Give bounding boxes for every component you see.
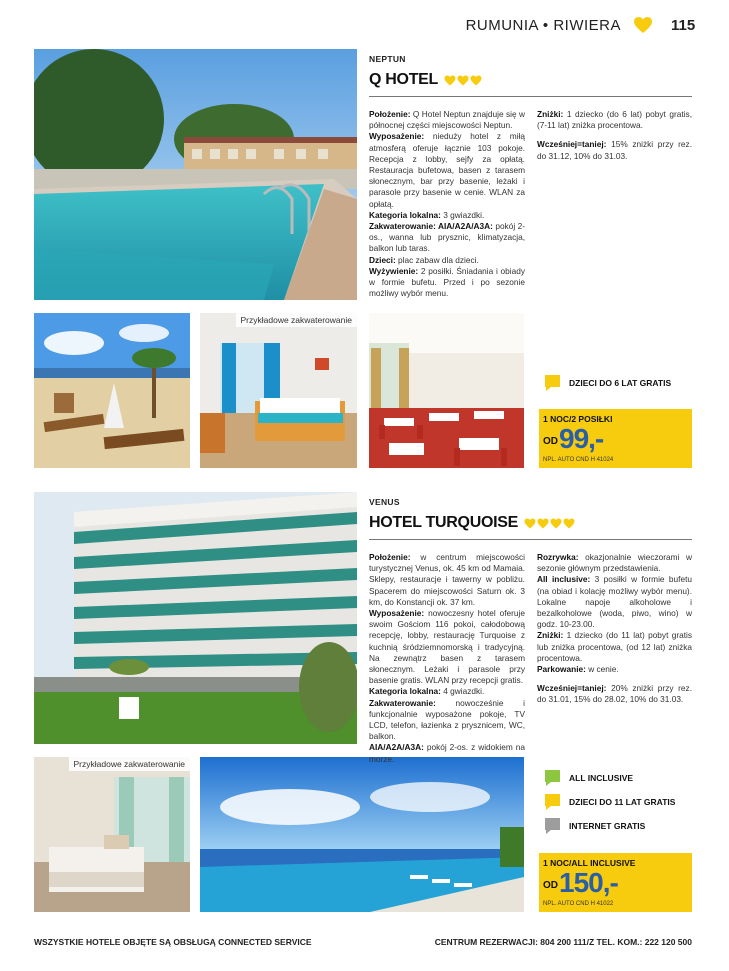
text-rozrywka: okazjonalnie wieczorami w sezonie głównym przedstawienia. bbox=[537, 552, 692, 574]
hotel1-description-col1 bbox=[369, 109, 525, 299]
label-zakwaterowanie: Zakwaterowanie: bbox=[369, 697, 436, 708]
hotel2-price-code: NPL. AUTO CND H 41022 bbox=[543, 901, 614, 907]
rating-heart-icon bbox=[550, 518, 562, 529]
hotel2-price: 150,- bbox=[559, 867, 618, 898]
speech-bubble-yellow-icon bbox=[544, 793, 561, 811]
hotel2-sample-room-tag: Przykładowe zakwaterowanie bbox=[69, 757, 191, 771]
label-wczesniej: Wcześniej=taniej: bbox=[537, 683, 607, 694]
hotel1-rating-hearts bbox=[444, 75, 482, 86]
hotel1-price-label: 1 NOC/2 POSIŁKI bbox=[543, 414, 613, 424]
rating-heart-icon bbox=[563, 518, 575, 529]
label-znizki: Zniżki: bbox=[537, 630, 564, 641]
hotel1-badge-kids bbox=[544, 374, 671, 392]
rating-heart-icon bbox=[457, 75, 469, 86]
label-rozrywka: Rozrywka: bbox=[537, 552, 579, 562]
hotel1-price: 99,- bbox=[559, 423, 604, 454]
rating-heart-icon bbox=[444, 75, 456, 86]
hotel2-description-col1 bbox=[369, 552, 525, 765]
speech-bubble-green-icon bbox=[544, 769, 561, 787]
hotel1-sample-room-tag: Przykładowe zakwaterowanie bbox=[236, 313, 358, 327]
text-wczesniej: 15% zniżki przy rez. do 31.12, 10% do 31.03. bbox=[537, 139, 692, 161]
label-kategoria: Kategoria lokalna: bbox=[369, 209, 441, 220]
heart-logo-icon bbox=[633, 16, 653, 34]
text-polozenie: Q Hotel Neptun znajduje się w północnej części miejscowości Neptun. bbox=[369, 109, 525, 131]
hotel1-price-od: OD bbox=[543, 436, 558, 447]
hotel1-pool-photo bbox=[34, 49, 357, 300]
rating-heart-icon bbox=[524, 518, 536, 529]
hotel1-description-col2 bbox=[537, 109, 692, 162]
footer-connected-service: WSZYSTKIE HOTELE OBJĘTE SĄ OBSŁUGĄ CONNECTED SERVICE bbox=[34, 937, 312, 947]
text-zakwaterowanie: pokój 2-os., wanna lub prysznic, klimatyzacja, balkon lub taras. bbox=[369, 221, 525, 254]
text-znizki: 1 dziecko (do 11 lat) pobyt gratis lub zniżka procentowa, (od 12 lat) zniżka procentowa. bbox=[537, 630, 692, 663]
label-wyposazenie: Wyposażenie: bbox=[369, 131, 425, 142]
text-all-inclusive: 3 posiłki w formie bufetu (na obiad i kolację możliwy wybór menu). Lokalne napoje alkoholowe i bezalkoholowe (woda, piwo, wino) w godz. 10-23.00. bbox=[537, 574, 692, 630]
hotel1-price-box bbox=[539, 409, 692, 468]
text-kategoria: 4 gwiazdki. bbox=[440, 686, 485, 697]
page-number: 115 bbox=[671, 17, 696, 34]
hotel2-badge-all-inclusive bbox=[544, 769, 633, 787]
label-polozenie: Położenie: bbox=[369, 109, 411, 119]
text-kategoria: 3 gwiazdki. bbox=[440, 209, 485, 220]
text-polozenie: w centrum miejscowości turystycznej Venus, ok. 45 km od Mamaia. Sklepy, restauracje i tawerny w pobliżu. Spacerem do miejscowości Saturn ok. 3 km, do Konstancji ok. 37 km. bbox=[369, 552, 525, 607]
hotel2-price-od: OD bbox=[543, 880, 558, 891]
hotel2-badge-internet bbox=[544, 817, 645, 835]
hotel2-badge-kids-label: DZIECI DO 11 LAT GRATIS bbox=[569, 797, 676, 807]
hotel2-description-col2 bbox=[537, 552, 692, 706]
label-wyposazenie: Wyposażenie: bbox=[369, 608, 425, 619]
hotel2-badge-all-inclusive-label: ALL INCLUSIVE bbox=[569, 773, 634, 783]
label-wczesniej: Wcześniej=taniej: bbox=[537, 139, 607, 150]
text-dzieci: plac zabaw dla dzieci. bbox=[395, 254, 479, 265]
speech-bubble-gray-icon bbox=[544, 817, 561, 835]
text-znizki: 1 dziecko (do 6 lat) pobyt gratis, (7-11 lat) zniżka procentowa. bbox=[537, 109, 692, 131]
text-aia: pokój 2-os. z widokiem na morze. bbox=[369, 742, 525, 764]
hotel1-name-row bbox=[369, 71, 482, 89]
label-parkowanie: Parkowanie: bbox=[537, 664, 586, 675]
label-dzieci: Dzieci: bbox=[369, 254, 396, 265]
label-zakwaterowanie: Zakwaterowanie: AIA/A2A/A3A: bbox=[369, 221, 493, 232]
hotel1-divider bbox=[369, 96, 692, 97]
hotel2-badge-kids bbox=[544, 793, 675, 811]
text-wczesniej: 20% zniżki przy rez. do 31.01, 15% do 28.02, 10% do 31.03. bbox=[537, 683, 692, 705]
hotel2-location: VENUS bbox=[369, 497, 400, 507]
hotel2-divider bbox=[369, 539, 692, 540]
rating-heart-icon bbox=[470, 75, 482, 86]
label-all-inclusive: All inclusive: bbox=[537, 574, 591, 585]
text-wyzywienie: 2 posiłki. Śniadania i obiady w formie bufetu. Przed i po sezonie możliwy wybór menu. bbox=[369, 265, 525, 299]
text-parkowanie: w cenie. bbox=[585, 664, 619, 675]
rating-heart-icon bbox=[537, 518, 549, 529]
label-wyzywienie: Wyżywienie: bbox=[369, 265, 419, 276]
hotel1-price-code: NPL. AUTO CND H 41024 bbox=[543, 457, 614, 463]
text-zakwaterowanie: nowocześnie i funkcjonalnie wyposażone pokoje, TV LCD, telefon, łazienka z prysznicem, WC, balkon. bbox=[369, 697, 525, 742]
hotel2-room-photo bbox=[34, 757, 190, 912]
label-polozenie: Położenie: bbox=[369, 552, 411, 562]
footer-reservation-phone: CENTRUM REZERWACJI: 804 200 111/Z TEL. KOM.: 222 120 500 bbox=[434, 937, 692, 947]
hotel2-rating-hearts bbox=[524, 518, 575, 529]
hotel1-location: NEPTUN bbox=[369, 54, 406, 64]
text-wyposazenie: nowoczesny hotel oferuje swoim Gościom 116 pokoi, całodobową recepcję, lobby, restaurację Turquoise z kuchnią śródziemnomorską i tradycyjną. Na zewnątrz basen z tarasem słonecznym. Leżaki i parasole przy basenie gratis. WLAN przy recepcji gratis. bbox=[369, 608, 525, 686]
region-title: RUMUNIA • RIWIERA bbox=[465, 17, 621, 34]
hotel1-beach-photo bbox=[34, 313, 190, 468]
hotel2-badge-internet-label: INTERNET GRATIS bbox=[569, 821, 646, 831]
hotel2-name-row bbox=[369, 514, 575, 532]
speech-bubble-yellow-icon bbox=[544, 374, 561, 392]
hotel1-room-photo bbox=[200, 313, 357, 468]
hotel1-name: Q HOTEL bbox=[369, 71, 439, 88]
label-aia: AIA/A2A/A3A: bbox=[369, 742, 424, 753]
hotel2-name: HOTEL TURQUOISE bbox=[369, 514, 518, 531]
label-kategoria: Kategoria lokalna: bbox=[369, 686, 441, 697]
text-wyposazenie: nieduży hotel z miłą atmosferą oferuje łącznie 103 pokoje. Recepcja z lobby, sejfy za opłatą. Restauracja bufetowa, basen z tarasem słonecznym, bar przy basenie, leżaki i parasole przy basenie w cenie. WLAN za opłatą. bbox=[369, 131, 525, 209]
label-znizki: Zniżki: bbox=[537, 109, 564, 119]
hotel1-restaurant-photo bbox=[369, 313, 524, 468]
hotel2-building-photo bbox=[34, 492, 357, 744]
hotel2-price-box bbox=[539, 853, 692, 912]
hotel2-price-label: 1 NOC/ALL INCLUSIVE bbox=[543, 858, 636, 868]
hotel2-sea-photo bbox=[200, 757, 524, 912]
hotel1-badge-kids-label: DZIECI DO 6 LAT GRATIS bbox=[569, 378, 672, 388]
